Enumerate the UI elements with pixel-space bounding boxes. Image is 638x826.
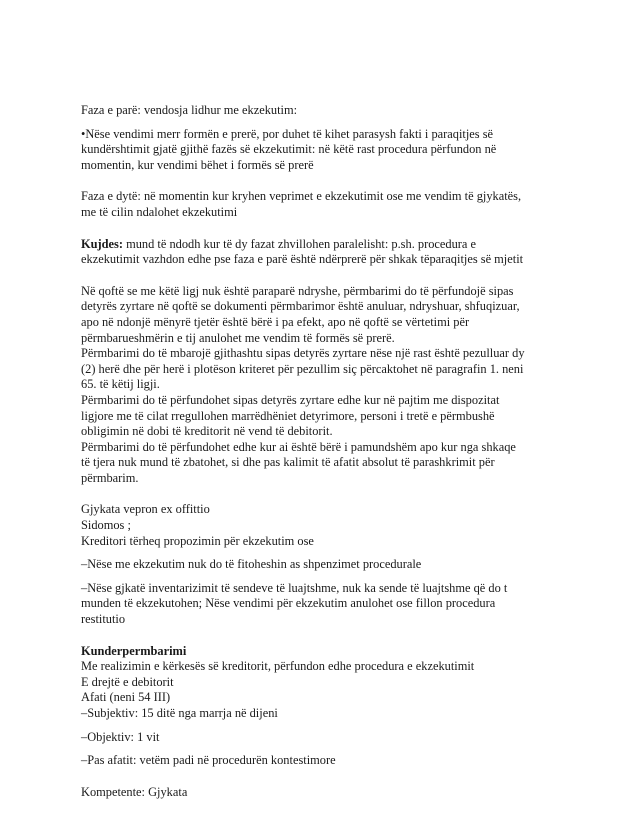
document-body [81,103,561,800]
paragraph-inventory-condition: –Nëse gjkatë inventarizimit të sendeve të luajtshme, nuk ka sende të luajtshme që do t munden të ekzekutohen; Nëse vendimi për ekzekutim anulohet ose fillon procedura restitutio [81,580,508,627]
paragraph-court-ex-officio: Gjykata vepron ex offittio Sidomos ; Kreditori tërheq propozimin për ekzekutim ose [81,502,314,548]
caution-label: Kujdes: [81,236,123,251]
paragraph-counter-enforcement [81,644,561,722]
caution-text: mund të ndodh kur të dy fazat zhvillohen paralelisht: p.sh. procedura e ekzekutimit vazhdon edhe pse faza e parë është ndërprerë për shkak tëparaqitjes së mjetit [81,236,524,267]
paragraph-objective-deadline: –Objektiv: 1 vit [81,729,160,744]
paragraph-termination-rules: Në qoftë se me këtë ligj nuk është paraparë ndryshe, përmbarimi do të përfundojë sipas detyrës zyrtare në qoftë se dokumenti përmbarimor është anuluar, ndryshuar, shfuqizuar, apo në ndonjë mënyrë tjetër është bërë i pa efekt, apo në qoftë se vërtetimi për përmbarueshmërin e tij anulohet me vendim të formës së prerë. Përmbarimi do të mbarojë gjithashtu sipas detyrës zyrtare nëse një rast është pezulluar dy (2) herë dhe për herë i plotëson kriteret për pezullim siç përcaktohet në paragrafin 1. neni 65. të këtij ligji. Përmbarimi do të përfundohet sipas detyrës zyrtare edhe kur në pajtim me dispozitat ligjore me të cilat rregullohen marrëdhëniet detyrimore, personi i tretë e përmbushë obligimin në dobi të kreditorit në vend të debitorit. Përmbarimi do të përfundohet edhe kur ai është bërë i pamundshëm apo kur nga shkaqe të tjera nuk mund të zbatohet, si dhe pas kalimit të afatit absolut të parashkrimit për përmbarim. [81,283,525,485]
paragraph-cost-condition: –Nëse me ekzekutim nuk do të fitoheshin as shpenzimet procedurale [81,557,422,572]
paragraph-after-deadline: –Pas afatit: vetëm padi në procedurën kontestimore [81,753,336,768]
counter-enforcement-heading: Kunderpermbarimi [81,643,187,658]
paragraph-phase-one-detail: •Nëse vendimi merr formën e prerë, por duhet të kihet parasysh fakti i paraqitjes së kundërshtimit gjatë gjithë fazës së ekzekutimit: në këtë rast procedura përfundon në momentin, kur vendimi bëhet i formës së prerë [81,126,497,172]
paragraph-competent-court: Kompetente: Gjykata [81,784,188,799]
paragraph-phase-two: Faza e dytë: në momentin kur kryhen veprimet e ekzekutimit ose me vendim të gjykatës, me të cilin ndalohet ekzekutimi [81,189,522,219]
paragraph-phase-one: Faza e parë: vendosja lidhur me ekzekutim: [81,103,298,117]
paragraph-caution [81,237,561,268]
counter-enforcement-text: Me realizimin e kërkesës së kreditorit, përfundon edhe procedura e ekzekutimit E drejtë e debitorit Afati (neni 54 III) –Subjektiv: 15 ditë nga marrja në dijeni [81,659,475,720]
